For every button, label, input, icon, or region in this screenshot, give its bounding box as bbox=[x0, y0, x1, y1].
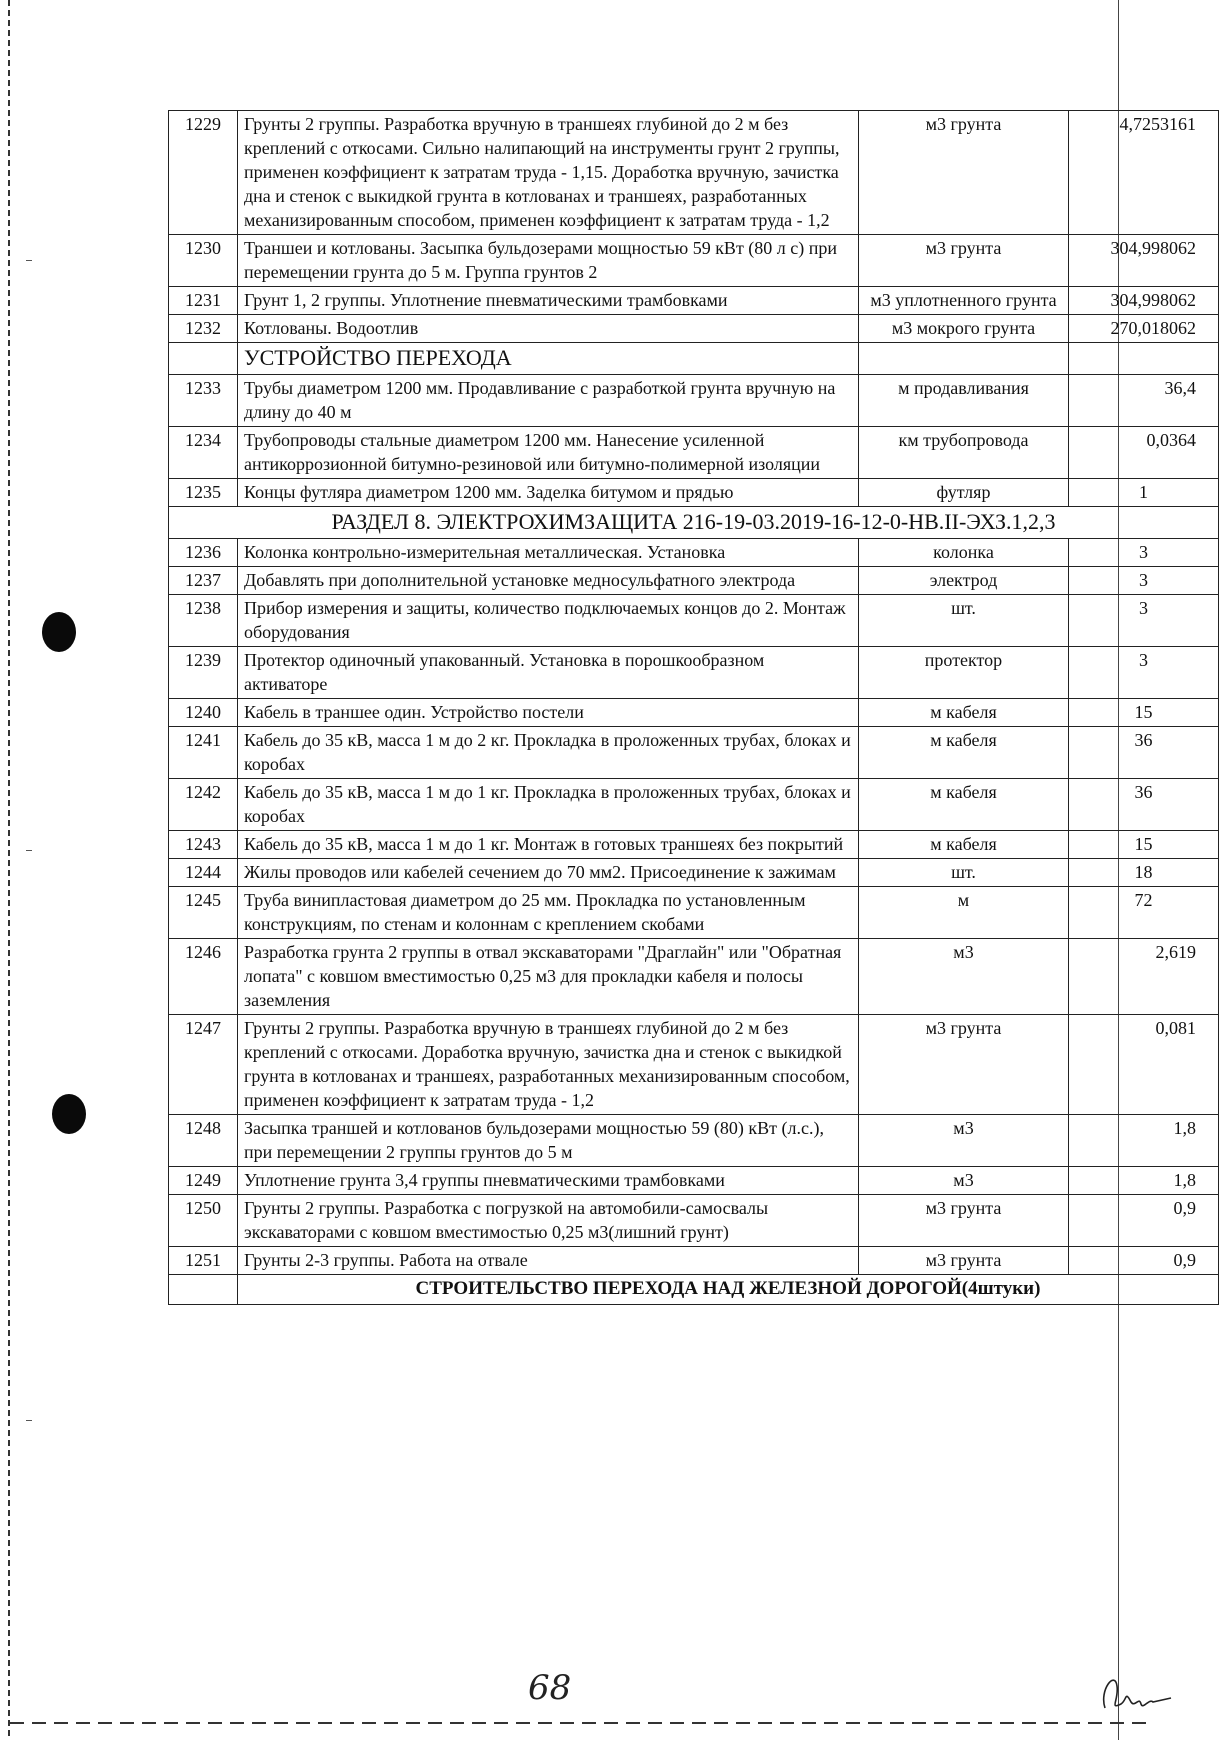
bold-header-row bbox=[169, 1275, 1219, 1305]
table-row bbox=[169, 427, 1219, 479]
row-description: Грунт 1, 2 группы. Уплотнение пневматическими трамбовками bbox=[238, 287, 859, 315]
empty-cell bbox=[859, 343, 1069, 375]
row-number: 1242 bbox=[169, 779, 238, 831]
row-description: Грунты 2 группы. Разработка вручную в траншеях глубиной до 2 м без креплений с откосами. Доработка вручную, зачистка дна и стенок с выкидкой грунта в котлованах и траншеях, разработанных механизированным способом, применен коэффициент к затратам труда - 1,2 bbox=[238, 1015, 859, 1115]
row-description: Грунты 2-3 группы. Работа на отвале bbox=[238, 1247, 859, 1275]
row-unit: м3 грунта bbox=[859, 1195, 1069, 1247]
row-quantity: 36 bbox=[1069, 727, 1219, 779]
row-description: Жилы проводов или кабелей сечением до 70 мм2. Присоединение к зажимам bbox=[238, 859, 859, 887]
bold-section-title: СТРОИТЕЛЬСТВО ПЕРЕХОДА НАД ЖЕЛЕЗНОЙ ДОРОГОЙ(4штуки) bbox=[238, 1275, 1219, 1305]
table-row bbox=[169, 479, 1219, 507]
row-description: Кабель в траншее один. Устройство постели bbox=[238, 699, 859, 727]
row-unit: м3 мокрого грунта bbox=[859, 315, 1069, 343]
row-unit: м3 bbox=[859, 1115, 1069, 1167]
table-row bbox=[169, 939, 1219, 1015]
row-description: Трубы диаметром 1200 мм. Продавливание с разработкой грунта вручную на длину до 40 м bbox=[238, 375, 859, 427]
table-row bbox=[169, 287, 1219, 315]
table-row bbox=[169, 1195, 1219, 1247]
row-description: Грунты 2 группы. Разработка с погрузкой на автомобили-самосвалы экскаваторами с ковшом вместимостью 0,25 м3(лишний грунт) bbox=[238, 1195, 859, 1247]
table-row bbox=[169, 699, 1219, 727]
table-row bbox=[169, 235, 1219, 287]
row-quantity: 304,998062 bbox=[1069, 287, 1219, 315]
punch-hole-lower bbox=[52, 1094, 86, 1134]
subsection-header-row bbox=[169, 343, 1219, 375]
subsection-title: УСТРОЙСТВО ПЕРЕХОДА bbox=[238, 343, 859, 375]
row-description: Кабель до 35 кВ, масса 1 м до 1 кг. Прокладка в проложенных трубах, блоках и коробах bbox=[238, 779, 859, 831]
row-description: Добавлять при дополнительной установке медносульфатного электрода bbox=[238, 567, 859, 595]
table-row bbox=[169, 647, 1219, 699]
row-unit: протектор bbox=[859, 647, 1069, 699]
row-description: Котлованы. Водоотлив bbox=[238, 315, 859, 343]
row-quantity: 4,7253161 bbox=[1069, 111, 1219, 235]
row-number: 1248 bbox=[169, 1115, 238, 1167]
margin-tick bbox=[26, 850, 32, 851]
row-unit: м кабеля bbox=[859, 727, 1069, 779]
table-row bbox=[169, 887, 1219, 939]
row-unit: м кабеля bbox=[859, 699, 1069, 727]
row-quantity: 1,8 bbox=[1069, 1167, 1219, 1195]
row-number: 1229 bbox=[169, 111, 238, 235]
row-number: 1245 bbox=[169, 887, 238, 939]
row-number: 1247 bbox=[169, 1015, 238, 1115]
row-description: Уплотнение грунта 3,4 группы пневматическими трамбовками bbox=[238, 1167, 859, 1195]
row-number: 1230 bbox=[169, 235, 238, 287]
table-row bbox=[169, 1167, 1219, 1195]
row-quantity: 304,998062 bbox=[1069, 235, 1219, 287]
row-unit: электрод bbox=[859, 567, 1069, 595]
row-quantity: 270,018062 bbox=[1069, 315, 1219, 343]
row-number: 1239 bbox=[169, 647, 238, 699]
row-quantity: 0,9 bbox=[1069, 1247, 1219, 1275]
row-description: Колонка контрольно-измерительная металлическая. Установка bbox=[238, 539, 859, 567]
empty-cell bbox=[1069, 343, 1219, 375]
row-number: 1251 bbox=[169, 1247, 238, 1275]
row-quantity: 3 bbox=[1069, 647, 1219, 699]
margin-tick bbox=[26, 260, 32, 261]
row-description: Трубопроводы стальные диаметром 1200 мм. Нанесение усиленной антикоррозионной битумно-резиновой или битумно-полимерной изоляции bbox=[238, 427, 859, 479]
row-unit: колонка bbox=[859, 539, 1069, 567]
row-unit: м3 bbox=[859, 939, 1069, 1015]
row-quantity: 3 bbox=[1069, 595, 1219, 647]
table-row bbox=[169, 315, 1219, 343]
table-row bbox=[169, 779, 1219, 831]
row-description: Засыпка траншей и котлованов бульдозерами мощностью 59 (80) кВт (л.с.), при перемещении 2 группы грунтов до 5 м bbox=[238, 1115, 859, 1167]
row-quantity: 18 bbox=[1069, 859, 1219, 887]
scan-edge-left bbox=[8, 0, 10, 1740]
table-row bbox=[169, 1115, 1219, 1167]
table-row bbox=[169, 375, 1219, 427]
row-number: 1250 bbox=[169, 1195, 238, 1247]
table-row bbox=[169, 727, 1219, 779]
scan-edge-bottom bbox=[10, 1722, 1150, 1724]
row-description: Прибор измерения и защиты, количество подключаемых концов до 2. Монтаж оборудования bbox=[238, 595, 859, 647]
table-row bbox=[169, 539, 1219, 567]
row-number: 1233 bbox=[169, 375, 238, 427]
row-number: 1246 bbox=[169, 939, 238, 1015]
row-unit: м3 уплотненного грунта bbox=[859, 287, 1069, 315]
row-number: 1234 bbox=[169, 427, 238, 479]
estimate-table bbox=[168, 110, 1219, 1305]
row-description: Кабель до 35 кВ, масса 1 м до 2 кг. Прокладка в проложенных трубах, блоках и коробах bbox=[238, 727, 859, 779]
row-quantity: 3 bbox=[1069, 539, 1219, 567]
row-number: 1249 bbox=[169, 1167, 238, 1195]
row-description: Кабель до 35 кВ, масса 1 м до 1 кг. Монтаж в готовых траншеях без покрытий bbox=[238, 831, 859, 859]
row-number: 1240 bbox=[169, 699, 238, 727]
signature bbox=[1095, 1660, 1175, 1720]
row-quantity: 36 bbox=[1069, 779, 1219, 831]
row-quantity: 3 bbox=[1069, 567, 1219, 595]
page-number: 68 bbox=[528, 1668, 572, 1708]
table-row bbox=[169, 595, 1219, 647]
row-quantity: 36,4 bbox=[1069, 375, 1219, 427]
row-quantity: 0,9 bbox=[1069, 1195, 1219, 1247]
row-number: 1238 bbox=[169, 595, 238, 647]
table-row bbox=[169, 111, 1219, 235]
table-row bbox=[169, 1247, 1219, 1275]
empty-cell bbox=[169, 1275, 238, 1305]
row-unit: шт. bbox=[859, 859, 1069, 887]
row-number: 1241 bbox=[169, 727, 238, 779]
row-unit: м3 грунта bbox=[859, 111, 1069, 235]
punch-hole-upper bbox=[42, 612, 76, 652]
row-unit: м3 bbox=[859, 1167, 1069, 1195]
row-description: Труба винипластовая диаметром до 25 мм. Прокладка по установленным конструкциям, по стенам и колоннам с креплением скобами bbox=[238, 887, 859, 939]
row-number: 1232 bbox=[169, 315, 238, 343]
section-header-row bbox=[169, 507, 1219, 539]
table-row bbox=[169, 859, 1219, 887]
row-unit: м кабеля bbox=[859, 779, 1069, 831]
row-quantity: 15 bbox=[1069, 831, 1219, 859]
row-description: Концы футляра диаметром 1200 мм. Заделка битумом и прядью bbox=[238, 479, 859, 507]
row-unit: м продавливания bbox=[859, 375, 1069, 427]
row-unit: м3 грунта bbox=[859, 1015, 1069, 1115]
table-row bbox=[169, 567, 1219, 595]
row-description: Протектор одиночный упакованный. Установка в порошкообразном активаторе bbox=[238, 647, 859, 699]
row-number: 1237 bbox=[169, 567, 238, 595]
row-quantity: 0,0364 bbox=[1069, 427, 1219, 479]
row-number: 1231 bbox=[169, 287, 238, 315]
row-description: Траншеи и котлованы. Засыпка бульдозерами мощностью 59 кВт (80 л с) при перемещении грунта до 5 м. Группа грунтов 2 bbox=[238, 235, 859, 287]
section-title: РАЗДЕЛ 8. ЭЛЕКТРОХИМЗАЩИТА 216-19-03.2019-16-12-0-НВ.II-ЭХЗ.1,2,3 bbox=[169, 507, 1219, 539]
row-number: 1243 bbox=[169, 831, 238, 859]
row-quantity: 15 bbox=[1069, 699, 1219, 727]
margin-tick bbox=[26, 1420, 32, 1421]
row-unit: м3 грунта bbox=[859, 235, 1069, 287]
row-unit: м3 грунта bbox=[859, 1247, 1069, 1275]
row-quantity: 2,619 bbox=[1069, 939, 1219, 1015]
row-unit: м кабеля bbox=[859, 831, 1069, 859]
row-quantity: 1,8 bbox=[1069, 1115, 1219, 1167]
row-quantity: 1 bbox=[1069, 479, 1219, 507]
row-description: Грунты 2 группы. Разработка вручную в траншеях глубиной до 2 м без креплений с откосами. Сильно налипающий на инструменты грунт 2 группы, применен коэффициент к затратам труда - 1,15. Доработка вручную, зачистка дна и стенок с выкидкой грунта в котлованах и траншеях, разработанных механизированным способом, применен коэффициент к затратам труда - 1,2 bbox=[238, 111, 859, 235]
row-number: 1235 bbox=[169, 479, 238, 507]
row-description: Разработка грунта 2 группы в отвал экскаваторами "Драглайн" или "Обратная лопата" с ковшом вместимостью 0,25 м3 для прокладки кабеля и полосы заземления bbox=[238, 939, 859, 1015]
row-unit: м bbox=[859, 887, 1069, 939]
row-quantity: 0,081 bbox=[1069, 1015, 1219, 1115]
row-unit: км трубопровода bbox=[859, 427, 1069, 479]
table-row bbox=[169, 831, 1219, 859]
row-quantity: 72 bbox=[1069, 887, 1219, 939]
empty-cell bbox=[169, 343, 238, 375]
row-number: 1236 bbox=[169, 539, 238, 567]
row-unit: футляр bbox=[859, 479, 1069, 507]
row-number: 1244 bbox=[169, 859, 238, 887]
row-unit: шт. bbox=[859, 595, 1069, 647]
table-row bbox=[169, 1015, 1219, 1115]
